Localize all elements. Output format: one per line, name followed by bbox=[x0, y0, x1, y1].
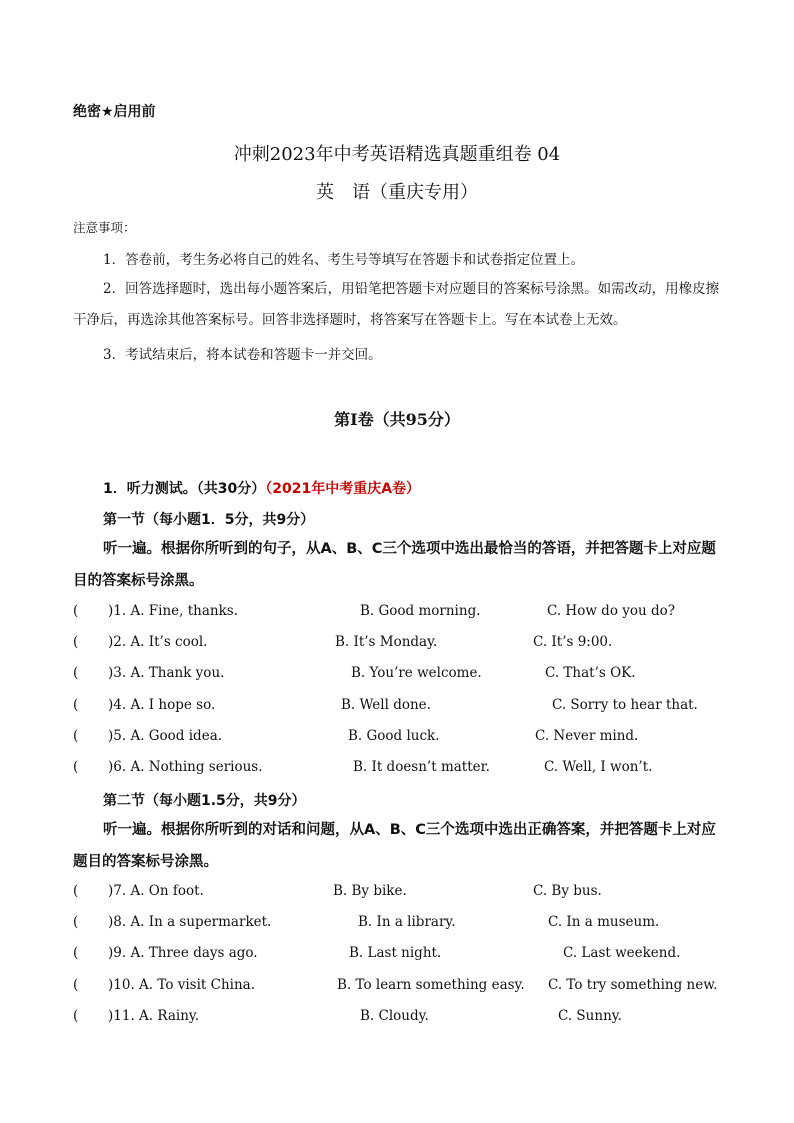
listening-heading bbox=[103, 478, 420, 498]
option-b: B. Good morning. bbox=[360, 603, 481, 619]
section2-instruction: 听一遍。根据你所听到的对话和问题，从A、B、C三个选项中选出正确答案，并把答题卡上对应题目的答案标号涂黑。 bbox=[73, 822, 716, 870]
option-b: B. It’s Monday. bbox=[335, 634, 438, 651]
exam-subtitle: 英 语（重庆专用） bbox=[316, 182, 478, 203]
answer-blank: ( bbox=[73, 665, 79, 682]
question-row bbox=[73, 603, 753, 623]
answer-blank: ( bbox=[73, 634, 79, 651]
option-a: )1. A. Fine, thanks. bbox=[108, 603, 238, 619]
option-b: B. Cloudy. bbox=[360, 1007, 429, 1024]
listening-source: （2021年中考重庆A卷） bbox=[265, 481, 421, 497]
option-b: B. To learn something easy. bbox=[337, 976, 525, 993]
option-a: )2. A. It’s cool. bbox=[108, 634, 208, 651]
option-c: C. By bus. bbox=[533, 883, 602, 899]
question-row bbox=[73, 914, 753, 934]
option-a: )9. A. Three days ago. bbox=[108, 945, 258, 962]
notice-item-2: 2．回答选择题时，选出每小题答案后，用铅笔把答题卡对应题目的答案标号涂黑。如需改动，用橡皮擦干净后，再选涂其他答案标号。回答非选择题时，将答案写在答题卡上。写在本试卷上无效。 bbox=[73, 281, 720, 328]
notice-item-1: 1．答卷前，考生务必将自己的姓名、考生号等填写在答题卡和试卷指定位置上。 bbox=[103, 252, 585, 268]
option-c: C. Sorry to hear that. bbox=[552, 696, 698, 713]
option-b: B. In a library. bbox=[358, 914, 456, 931]
option-b: B. Good luck. bbox=[348, 727, 440, 744]
question-row bbox=[73, 697, 753, 717]
option-b: B. It doesn’t matter. bbox=[353, 759, 490, 775]
option-a: )11. A. Rainy. bbox=[108, 1007, 200, 1024]
option-a: )7. A. On foot. bbox=[108, 883, 204, 899]
question-row bbox=[73, 945, 753, 965]
option-a: )8. A. In a supermarket. bbox=[108, 914, 272, 931]
option-c: C. In a museum. bbox=[548, 914, 660, 931]
exam-title: 冲刺2023年中考英语精选真题重组卷 04 bbox=[233, 144, 561, 165]
option-b: B. Well done. bbox=[341, 696, 431, 713]
option-c: C. Last weekend. bbox=[563, 945, 681, 962]
answer-blank: ( bbox=[73, 1007, 79, 1024]
option-a: )3. A. Thank you. bbox=[108, 665, 225, 682]
option-b: B. By bike. bbox=[333, 883, 407, 899]
question-row bbox=[73, 977, 753, 997]
answer-blank: ( bbox=[73, 727, 79, 744]
option-a: )6. A. Nothing serious. bbox=[108, 759, 263, 775]
answer-blank: ( bbox=[73, 759, 79, 775]
answer-blank: ( bbox=[73, 945, 79, 962]
option-a: )10. A. To visit China. bbox=[108, 976, 256, 993]
option-a: )4. A. I hope so. bbox=[108, 696, 216, 713]
section1-instruction: 听一遍。根据你所听到的句子，从A、B、C三个选项中选出最恰当的答语，并把答题卡上对应题目的答案标号涂黑。 bbox=[73, 541, 716, 589]
option-c: C. Sunny. bbox=[558, 1007, 622, 1024]
option-c: C. How do you do? bbox=[547, 603, 675, 619]
question-row bbox=[73, 883, 753, 903]
answer-blank: ( bbox=[73, 976, 79, 993]
question-row bbox=[73, 665, 753, 685]
part-title: 第Ⅰ卷（共95分） bbox=[334, 410, 460, 429]
option-b: B. Last night. bbox=[349, 945, 442, 962]
option-c: C. To try something new. bbox=[548, 976, 718, 993]
answer-blank: ( bbox=[73, 883, 79, 899]
question-row bbox=[73, 759, 753, 779]
answer-blank: ( bbox=[73, 914, 79, 931]
option-c: C. That’s OK. bbox=[545, 665, 636, 682]
answer-blank: ( bbox=[73, 603, 79, 619]
confidential-mark: 绝密★启用前 bbox=[73, 104, 156, 120]
option-a: )5. A. Good idea. bbox=[108, 727, 223, 744]
section2-heading: 第二节（每小题1.5分，共9分） bbox=[103, 793, 306, 809]
notice-item-3: 3．考试结束后，将本试卷和答题卡一并交回。 bbox=[103, 347, 382, 363]
notice-heading: 注意事项： bbox=[73, 220, 136, 235]
section1-heading: 第一节（每小题1．5分，共9分） bbox=[103, 512, 315, 528]
question-row bbox=[73, 634, 753, 654]
answer-blank: ( bbox=[73, 696, 79, 713]
option-c: C. Well, I won’t. bbox=[544, 759, 653, 775]
option-c: C. Never mind. bbox=[535, 727, 639, 744]
option-b: B. You’re welcome. bbox=[351, 665, 482, 682]
question-row bbox=[73, 1008, 753, 1028]
question-row bbox=[73, 728, 753, 748]
option-c: C. It’s 9:00. bbox=[533, 634, 613, 651]
listening-heading-text: 1．听力测试。（共30分） bbox=[103, 481, 266, 497]
